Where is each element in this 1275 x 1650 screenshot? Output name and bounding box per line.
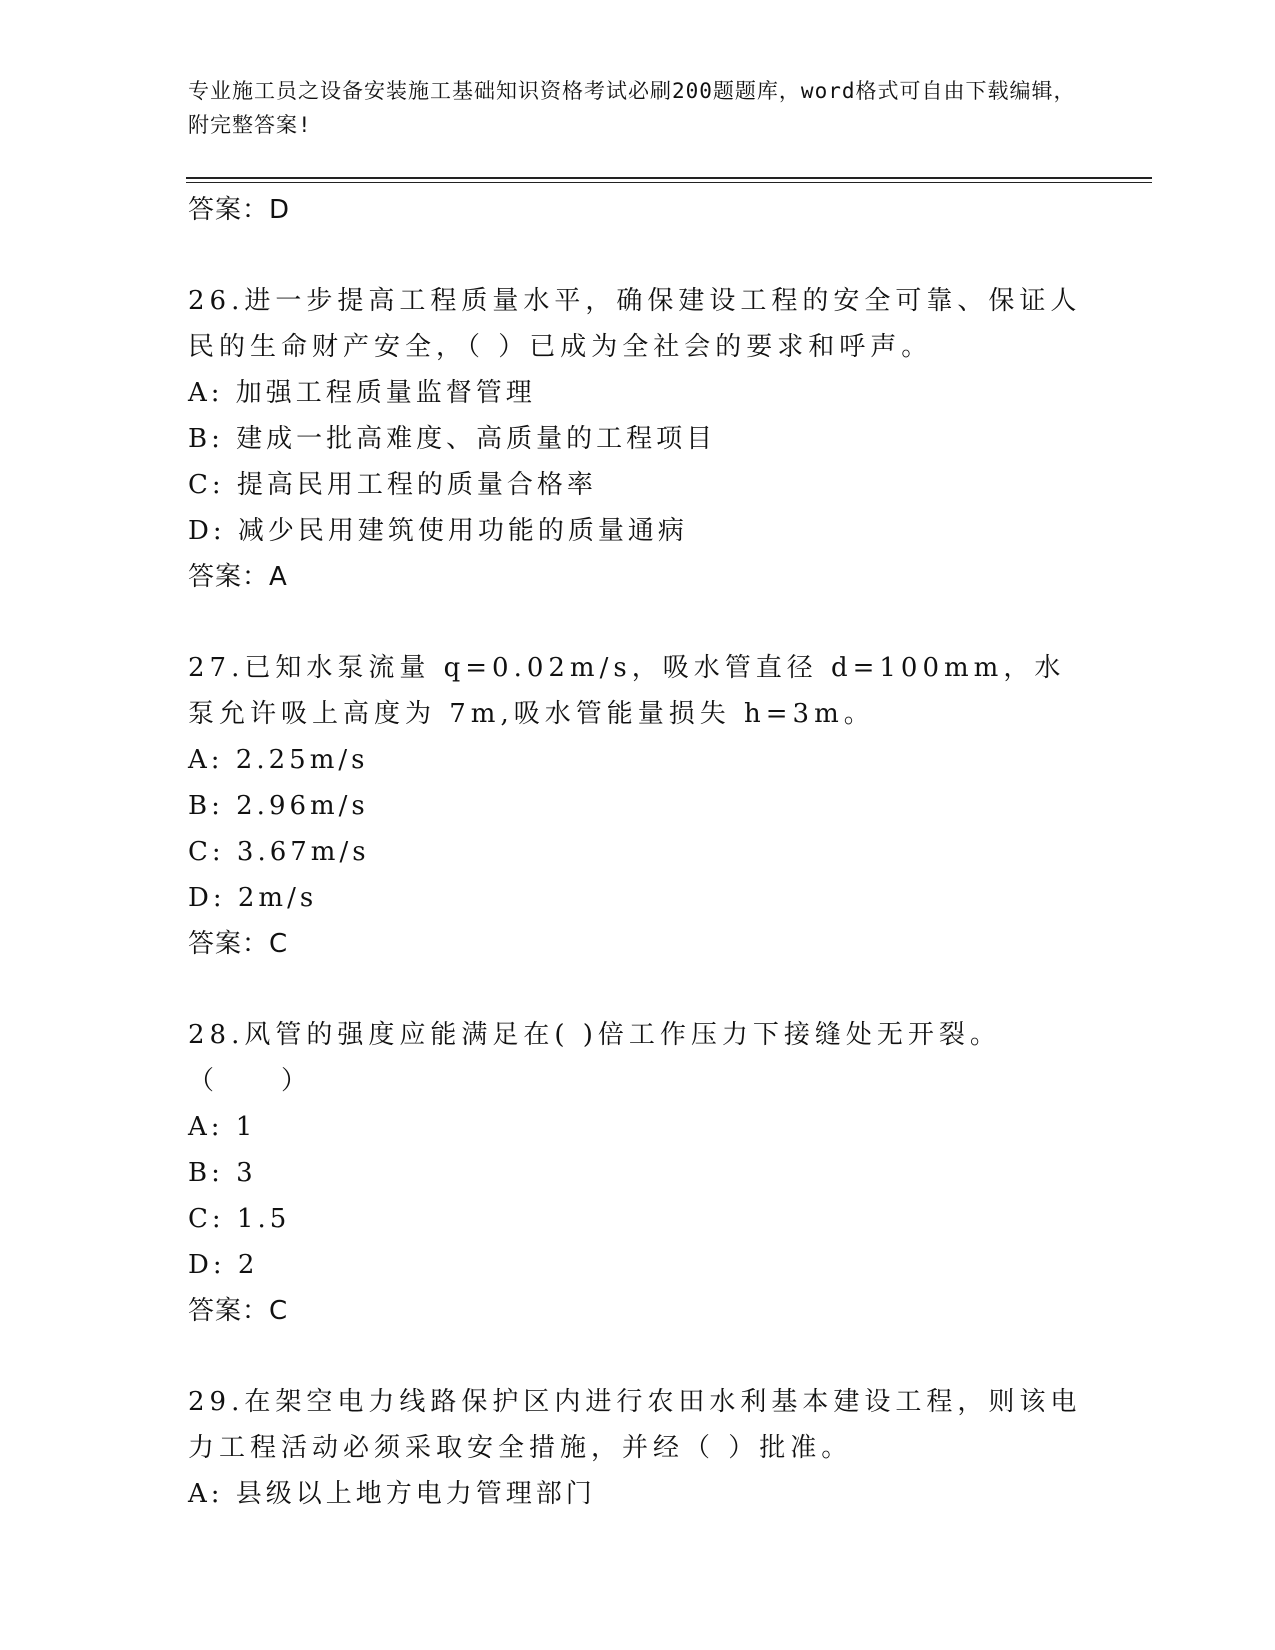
document-header: 专业施工员之设备安装施工基础知识资格考试必刷200题题库，word格式可自由下载编辑，附完整答案! <box>188 79 1076 137</box>
option-d: D: 2m/s <box>188 883 318 913</box>
option-c: C: 提高民用工程的质量合格率 <box>188 470 597 500</box>
question-text: 26.进一步提高工程质量水平，确保建设工程的安全可靠、保证人民的生命财产安全，（ ）已成为全社会的要求和呼声。 <box>188 286 1082 362</box>
question-text: 27.已知水泵流量 q=0.02m/s，吸水管直径 d=100mm，水泵允许吸上高度为 7m,吸水管能量损失 h=3m。 <box>188 653 1066 729</box>
question-29 <box>188 1379 1148 1517</box>
answer: 答案：C <box>188 929 289 959</box>
option-d: D: 减少民用建筑使用功能的质量通病 <box>188 516 688 546</box>
answer-25: 答案：D <box>188 195 291 225</box>
question-list <box>188 187 1148 1517</box>
answer: 答案：A <box>188 562 288 592</box>
option-a: A: 2.25m/s <box>188 745 369 775</box>
option-d: D: 2 <box>188 1250 259 1280</box>
question-text: 28.风管的强度应能满足在( )倍工作压力下接缝处无开裂。（ ） <box>188 1020 1001 1096</box>
question-28 <box>188 1012 1148 1334</box>
option-b: B: 3 <box>188 1158 257 1188</box>
header-rule-thick <box>186 177 1152 179</box>
option-a: A: 县级以上地方电力管理部门 <box>188 1479 596 1509</box>
option-c: C: 3.67m/s <box>188 837 370 867</box>
question-27 <box>188 645 1148 967</box>
option-a: A: 加强工程质量监督管理 <box>188 378 536 408</box>
answer: 答案：C <box>188 1296 289 1326</box>
question-26 <box>188 278 1148 600</box>
header-rule-thin <box>186 182 1152 183</box>
option-a: A: 1 <box>188 1112 257 1142</box>
option-b: B: 2.96m/s <box>188 791 369 821</box>
option-b: B: 建成一批高难度、高质量的工程项目 <box>188 424 717 454</box>
option-c: C: 1.5 <box>188 1204 291 1234</box>
question-text: 29.在架空电力线路保护区内进行农田水利基本建设工程，则该电力工程活动必须采取安全措施，并经（ ）批准。 <box>188 1387 1082 1463</box>
